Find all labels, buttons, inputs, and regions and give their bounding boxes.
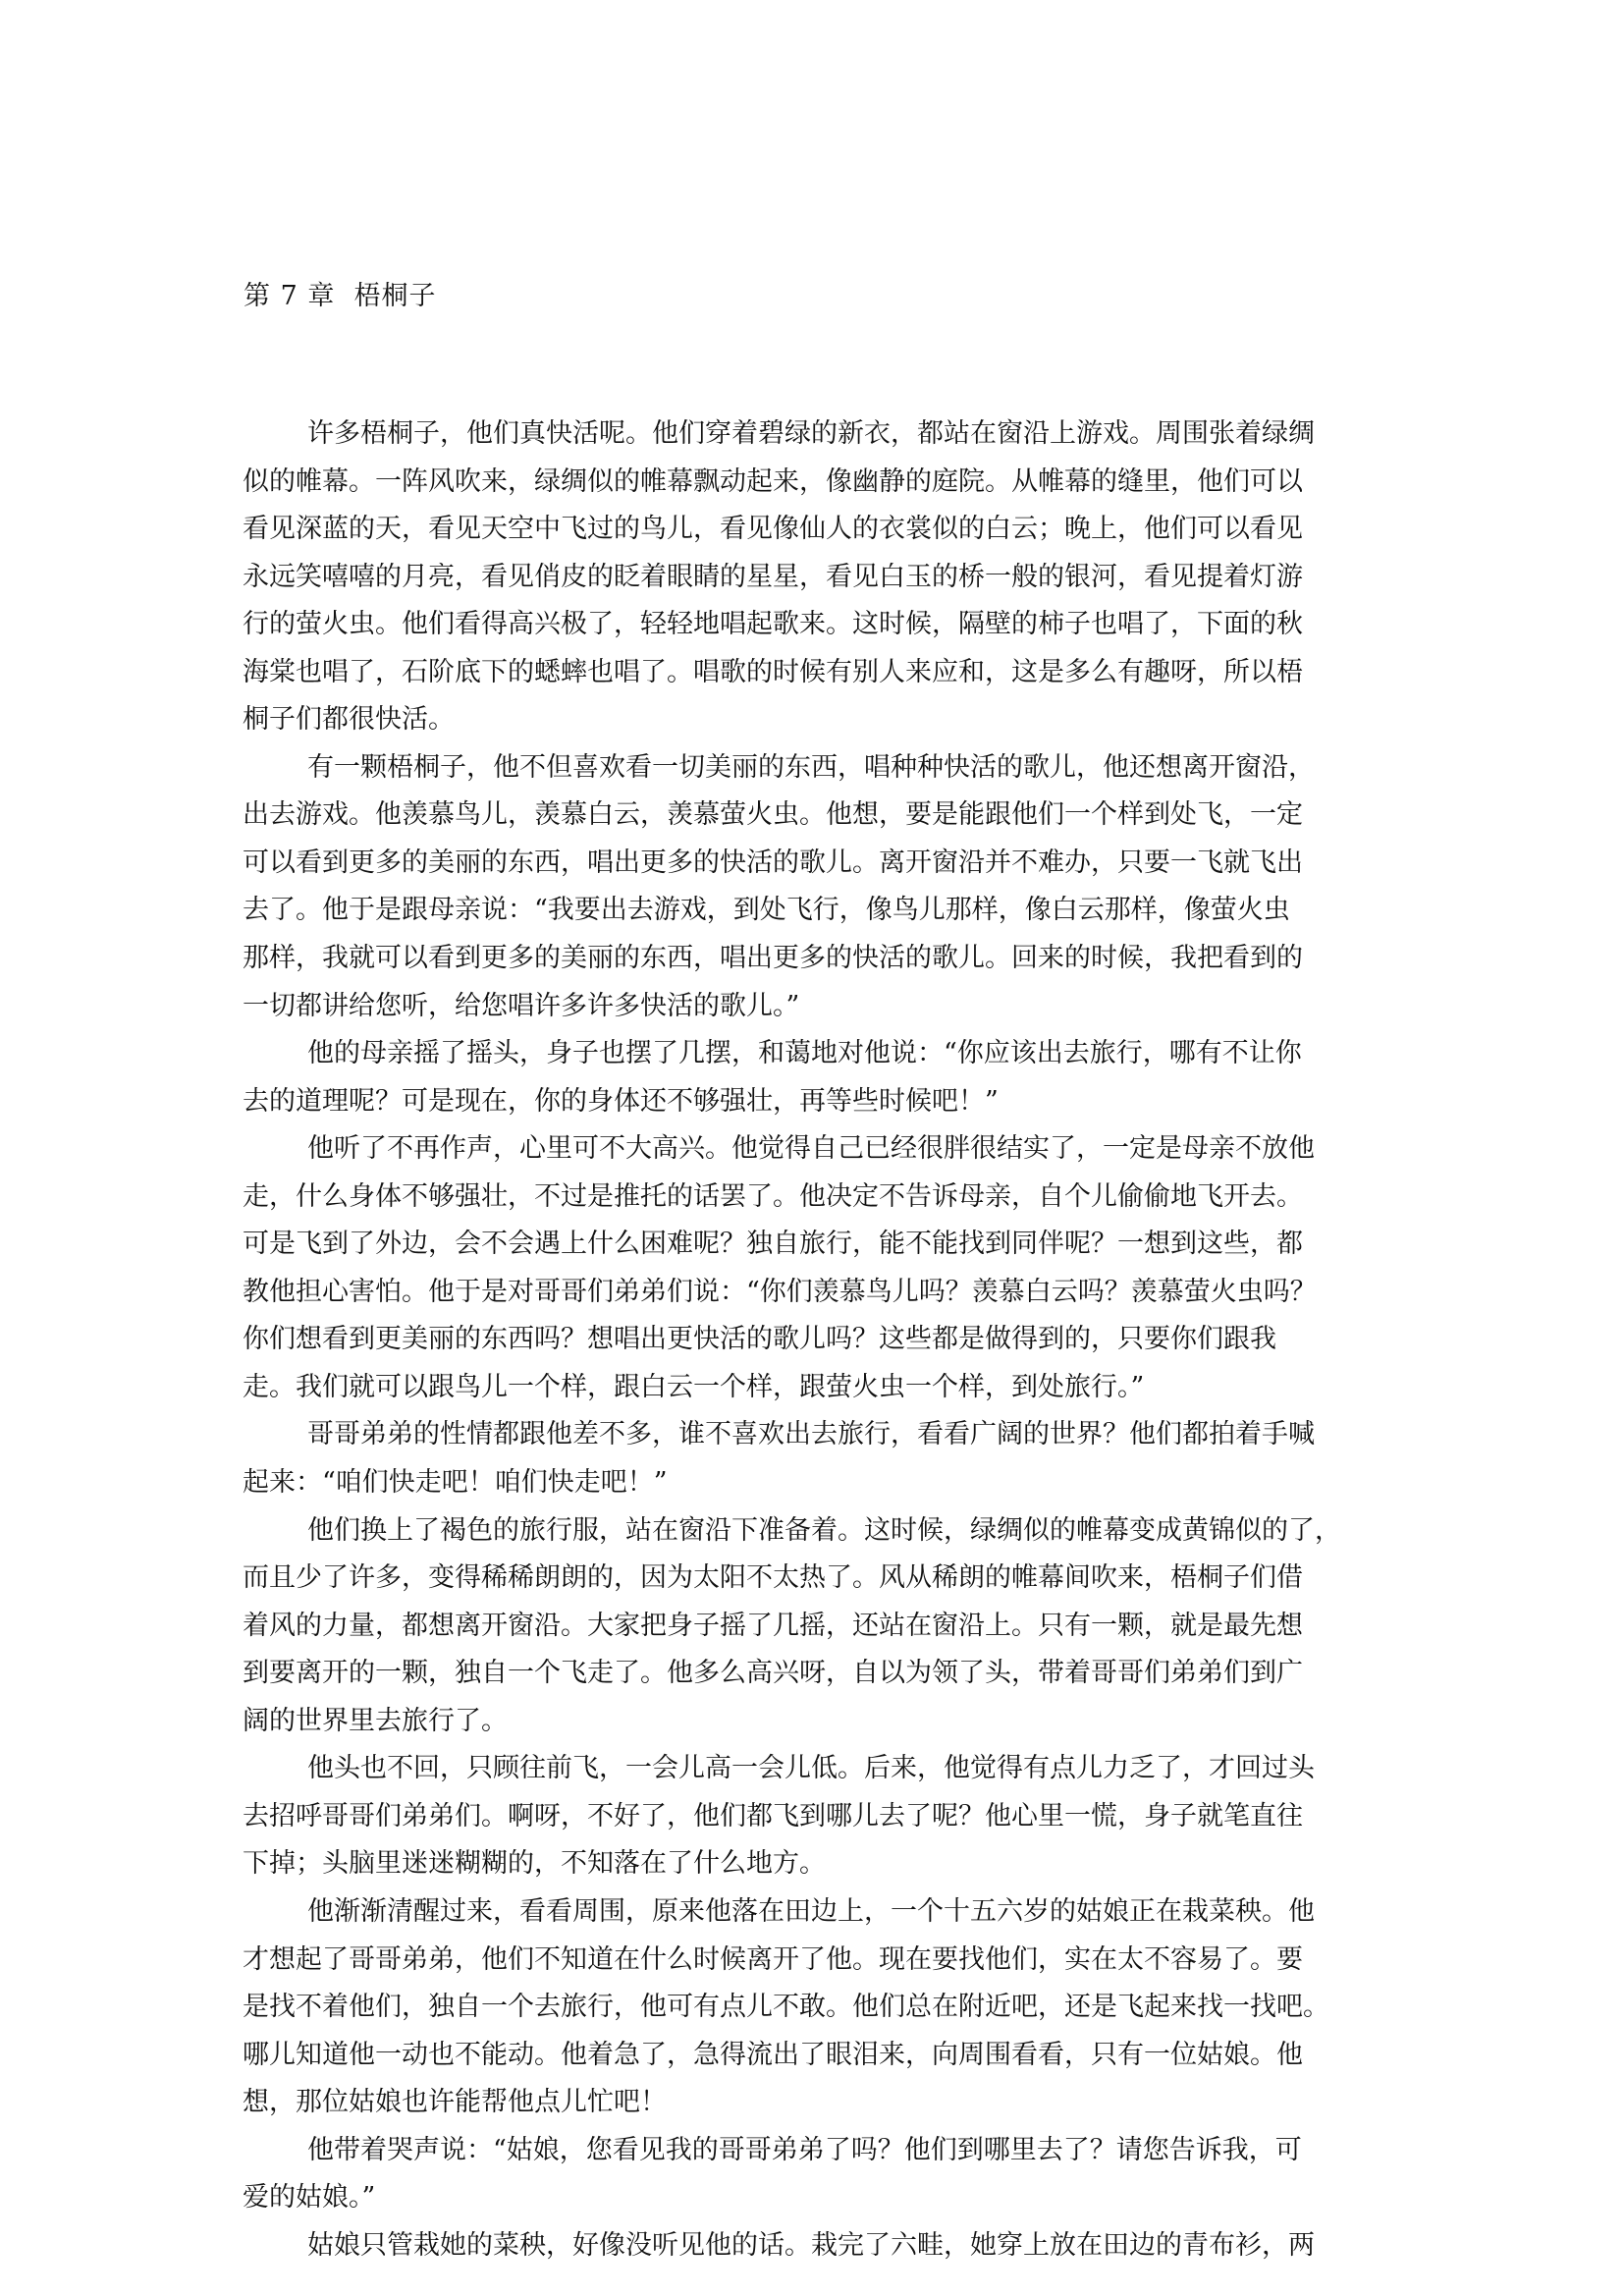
text-line: 教他担心害怕。他于是对哥哥们弟弟们说：“你们羡慕鸟儿吗？羡慕白云吗？羡慕萤火虫吗？ — [243, 1276, 1317, 1307]
text-line: 而且少了许多，变得稀稀朗朗的，因为太阳不太热了。风从稀朗的帷幕间吹来，梧桐子们借 — [243, 1562, 1303, 1594]
text-line: 下掉；头脑里迷迷糊糊的，不知落在了什么地方。 — [243, 1848, 826, 1880]
text-line: 出去游戏。他羡慕鸟儿，羡慕白云，羡慕萤火虫。他想，要是能跟他们一个样到处飞，一定 — [243, 799, 1303, 831]
paragraph-first-line: 他头也不回，只顾往前飞，一会儿高一会儿低。后来，他觉得有点儿力乏了，才回过头 — [307, 1753, 1315, 1784]
text-line: 可是飞到了外边，会不会遇上什么困难呢？独自旅行，能不能找到同伴呢？一想到这些，都 — [243, 1229, 1303, 1260]
text-line: 那样，我就可以看到更多的美丽的东西，唱出更多的快活的歌儿。回来的时候，我把看到的 — [243, 943, 1303, 974]
text-line: 永远笑嘻嘻的月亮，看见俏皮的眨着眼睛的星星，看见白玉的桥一般的银河，看见提着灯游 — [243, 561, 1303, 592]
text-line: 走。我们就可以跟鸟儿一个样，跟白云一个样，跟萤火虫一个样，到处旅行。” — [243, 1371, 1145, 1402]
text-line: 海棠也唱了，石阶底下的蟋蟀也唱了。唱歌的时候有别人来应和，这是多么有趣呀，所以梧 — [243, 656, 1303, 687]
paragraph-first-line: 他的母亲摇了摇头，身子也摆了几摆，和蔼地对他说：“你应该出去旅行，哪有不让你 — [307, 1038, 1302, 1069]
text-line: 着风的力量，都想离开窗沿。大家把身子摇了几摇，还站在窗沿上。只有一颗，就是最先想 — [243, 1610, 1303, 1641]
text-line: 到要离开的一颗，独自一个飞走了。他多么高兴呀，自以为领了头，带着哥哥们弟弟们到广 — [243, 1658, 1303, 1689]
chapter-title: 第 7 章 梧桐子 — [243, 281, 437, 311]
paragraph-first-line: 他渐渐清醒过来，看看周围，原来他落在田边上，一个十五六岁的姑娘正在栽菜秧。他 — [307, 1895, 1315, 1927]
text-line: 你们想看到更美丽的东西吗？想唱出更快活的歌儿吗？这些都是做得到的，只要你们跟我 — [243, 1324, 1276, 1355]
text-line: 想，那位姑娘也许能帮他点儿忙吧！ — [243, 2087, 667, 2118]
paragraph-first-line: 许多梧桐子，他们真快活呢。他们穿着碧绿的新衣，都站在窗沿上游戏。周围张着绿绸 — [307, 418, 1315, 449]
text-line: 起来：“咱们快走吧！咱们快走吧！” — [243, 1467, 668, 1499]
text-line: 一切都讲给您听，给您唱许多许多快活的歌儿。” — [243, 990, 800, 1021]
text-line: 行的萤火虫。他们看得高兴极了，轻轻地唱起歌来。这时候，隔壁的柿子也唱了，下面的秋 — [243, 609, 1303, 640]
text-line: 去招呼哥哥们弟弟们。啊呀，不好了，他们都飞到哪儿去了呢？他心里一慌，身子就笔直往 — [243, 1800, 1303, 1831]
text-line: 爱的姑娘。” — [243, 2182, 376, 2214]
text-line: 桐子们都很快活。 — [243, 704, 455, 736]
text-line: 走，什么身体不够强壮，不过是推托的话罢了。他决定不告诉母亲，自个儿偷偷地飞开去。 — [243, 1180, 1303, 1212]
text-line: 哪儿知道他一动也不能动。他着急了，急得流出了眼泪来，向周围看看，只有一位姑娘。他 — [243, 2039, 1303, 2070]
text-line: 看见深蓝的天，看见天空中飞过的鸟儿，看见像仙人的衣裳似的白云；晚上，他们可以看见 — [243, 514, 1303, 545]
paragraph-first-line: 有一颗梧桐子，他不但喜欢看一切美丽的东西，唱种种快活的歌儿，他还想离开窗沿， — [307, 751, 1315, 783]
text-line: 才想起了哥哥弟弟，他们不知道在什么时候离开了他。现在要找他们，实在太不容易了。要 — [243, 1943, 1303, 1975]
paragraph-first-line: 他们换上了褐色的旅行服，站在窗沿下准备着。这时候，绿绸似的帷幕变成黄锦似的了， — [307, 1514, 1341, 1546]
paragraph-first-line: 姑娘只管栽她的菜秧，好像没听见他的话。栽完了六畦，她穿上放在田边的青布衫，两 — [307, 2229, 1315, 2261]
paragraph-first-line: 哥哥弟弟的性情都跟他差不多，谁不喜欢出去旅行，看看广阔的世界？他们都拍着手喊 — [307, 1419, 1315, 1450]
text-line: 似的帷幕。一阵风吹来，绿绸似的帷幕飘动起来，像幽静的庭院。从帷幕的缝里，他们可以 — [243, 465, 1303, 497]
chapter-body — [243, 410, 1385, 2269]
text-line: 阔的世界里去旅行了。 — [243, 1705, 508, 1736]
text-line: 去的道理呢？可是现在，你的身体还不够强壮，再等些时候吧！” — [243, 1085, 999, 1117]
text-line: 是找不着他们，独自一个去旅行，他可有点儿不敢。他们总在附近吧，还是飞起来找一找吧。 — [243, 1992, 1329, 2023]
text-line: 去了。他于是跟母亲说：“我要出去游戏，到处飞行，像鸟儿那样，像白云那样，像萤火虫 — [243, 895, 1290, 926]
text-line: 可以看到更多的美丽的东西，唱出更多的快活的歌儿。离开窗沿并不难办，只要一飞就飞出 — [243, 847, 1303, 878]
paragraph-first-line: 他听了不再作声，心里可不大高兴。他觉得自己已经很胖很结实了，一定是母亲不放他 — [307, 1133, 1315, 1165]
paragraph-first-line: 他带着哭声说：“姑娘，您看见我的哥哥弟弟了吗？他们到哪里去了？请您告诉我，可 — [307, 2134, 1302, 2165]
